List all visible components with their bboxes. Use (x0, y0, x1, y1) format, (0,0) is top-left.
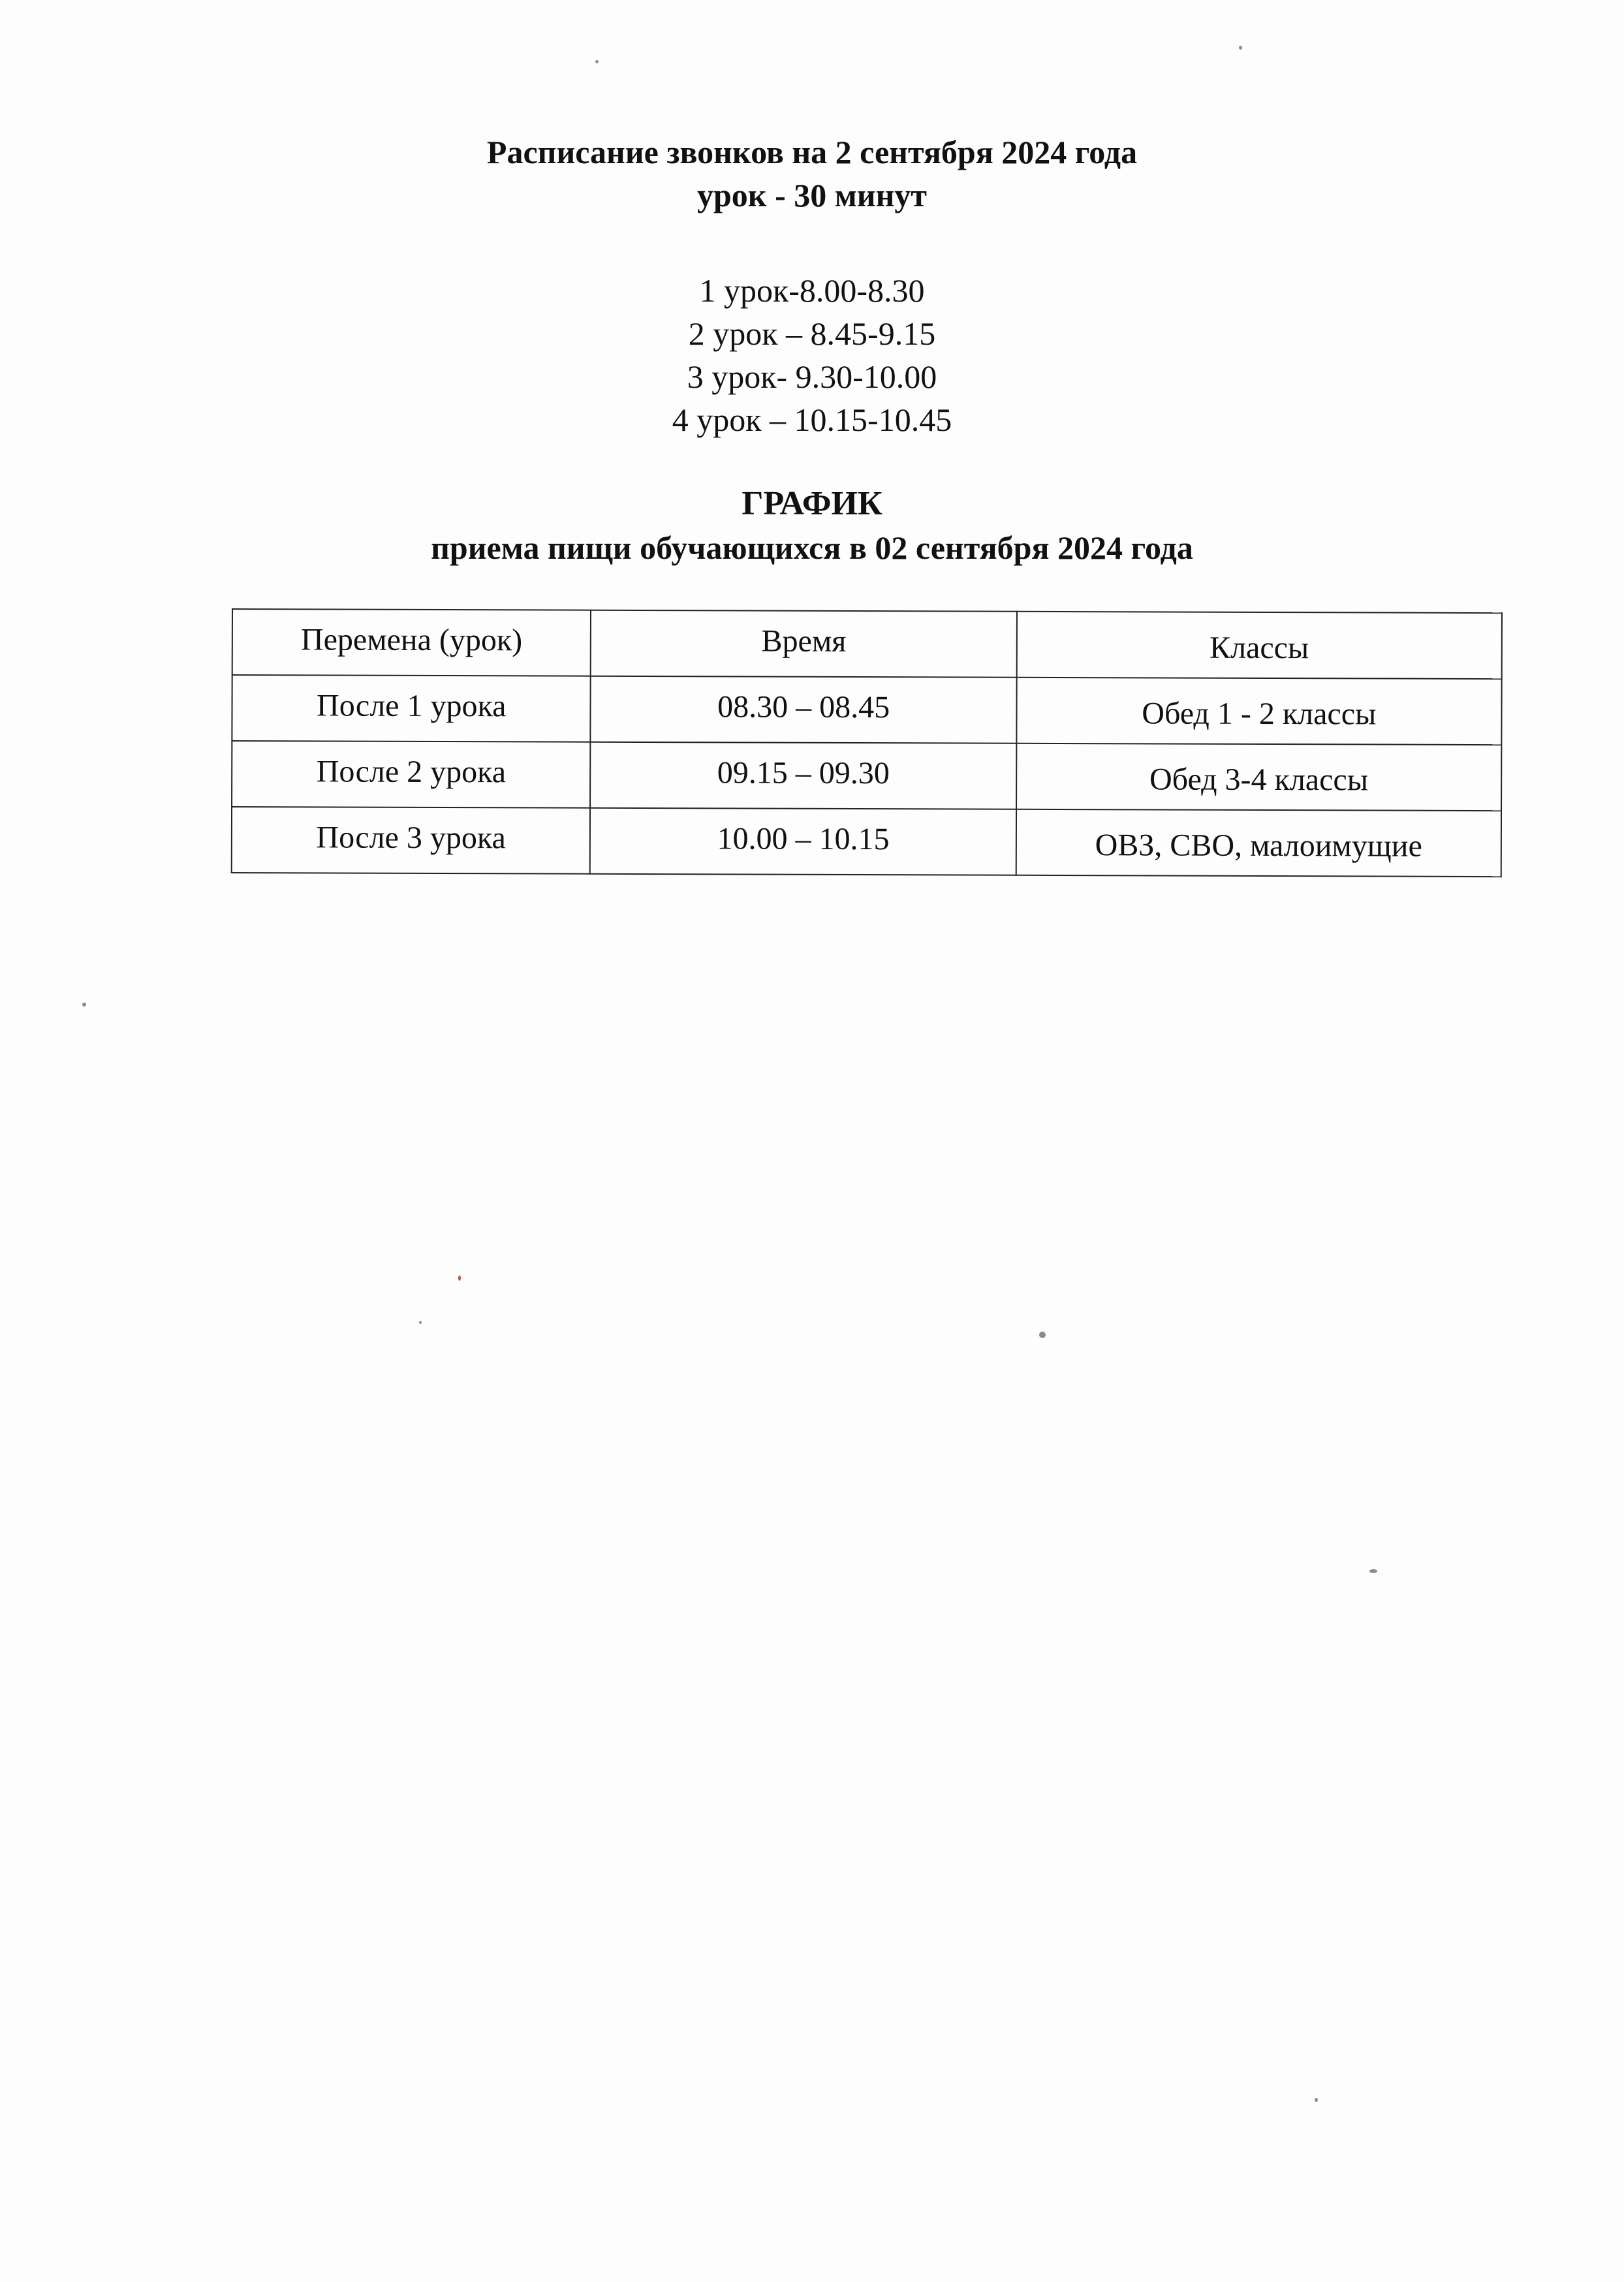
scan-speck (595, 60, 599, 63)
column-header-break: Перемена (урок) (232, 609, 591, 676)
meal-schedule-title: ГРАФИК (742, 485, 882, 522)
bell-schedule-header (0, 131, 1624, 217)
table-row (232, 741, 1501, 811)
table-cell-time: 10.00 – 10.15 (590, 808, 1016, 875)
scan-speck (1239, 46, 1242, 50)
lesson-item: 2 урок – 8.45-9.15 (688, 315, 936, 352)
scan-speck (458, 1275, 461, 1281)
meal-schedule-table (231, 608, 1503, 877)
table-cell-time: 09.15 – 09.30 (591, 742, 1017, 809)
table-cell-classes: Обед 3-4 классы (1016, 743, 1502, 811)
scan-speck (1369, 1569, 1377, 1573)
lesson-item: 3 урок- 9.30-10.00 (687, 358, 937, 395)
table-cell-time: 08.30 – 08.45 (591, 676, 1017, 743)
lesson-duration: урок - 30 минут (696, 177, 927, 213)
table-cell-break: После 3 урока (232, 807, 591, 874)
lesson-list (0, 269, 1624, 441)
scan-speck (1315, 2098, 1318, 2102)
table-row (232, 807, 1501, 877)
table-header-row (232, 609, 1502, 679)
scan-speck (419, 1321, 422, 1324)
table-cell-classes: ОВЗ, СВО, малоимущие (1016, 809, 1501, 877)
table-cell-classes: Обед 1 - 2 классы (1016, 678, 1502, 745)
lesson-item: 4 урок – 10.15-10.45 (672, 401, 952, 438)
lesson-item: 1 урок-8.00-8.30 (699, 272, 925, 309)
meal-schedule-header (0, 482, 1624, 569)
column-header-time: Время (591, 610, 1017, 678)
scan-speck (82, 1003, 86, 1007)
table-row (232, 675, 1501, 745)
bell-schedule-title: Расписание звонков на 2 сентября 2024 года (486, 134, 1138, 170)
table-cell-break: После 1 урока (232, 675, 591, 742)
column-header-classes: Классы (1016, 612, 1502, 679)
table-cell-break: После 2 урока (232, 741, 591, 808)
meal-schedule-subtitle: приема пищи обучающихся в 02 сентября 2024 года (431, 529, 1193, 566)
scan-speck (1039, 1332, 1046, 1338)
